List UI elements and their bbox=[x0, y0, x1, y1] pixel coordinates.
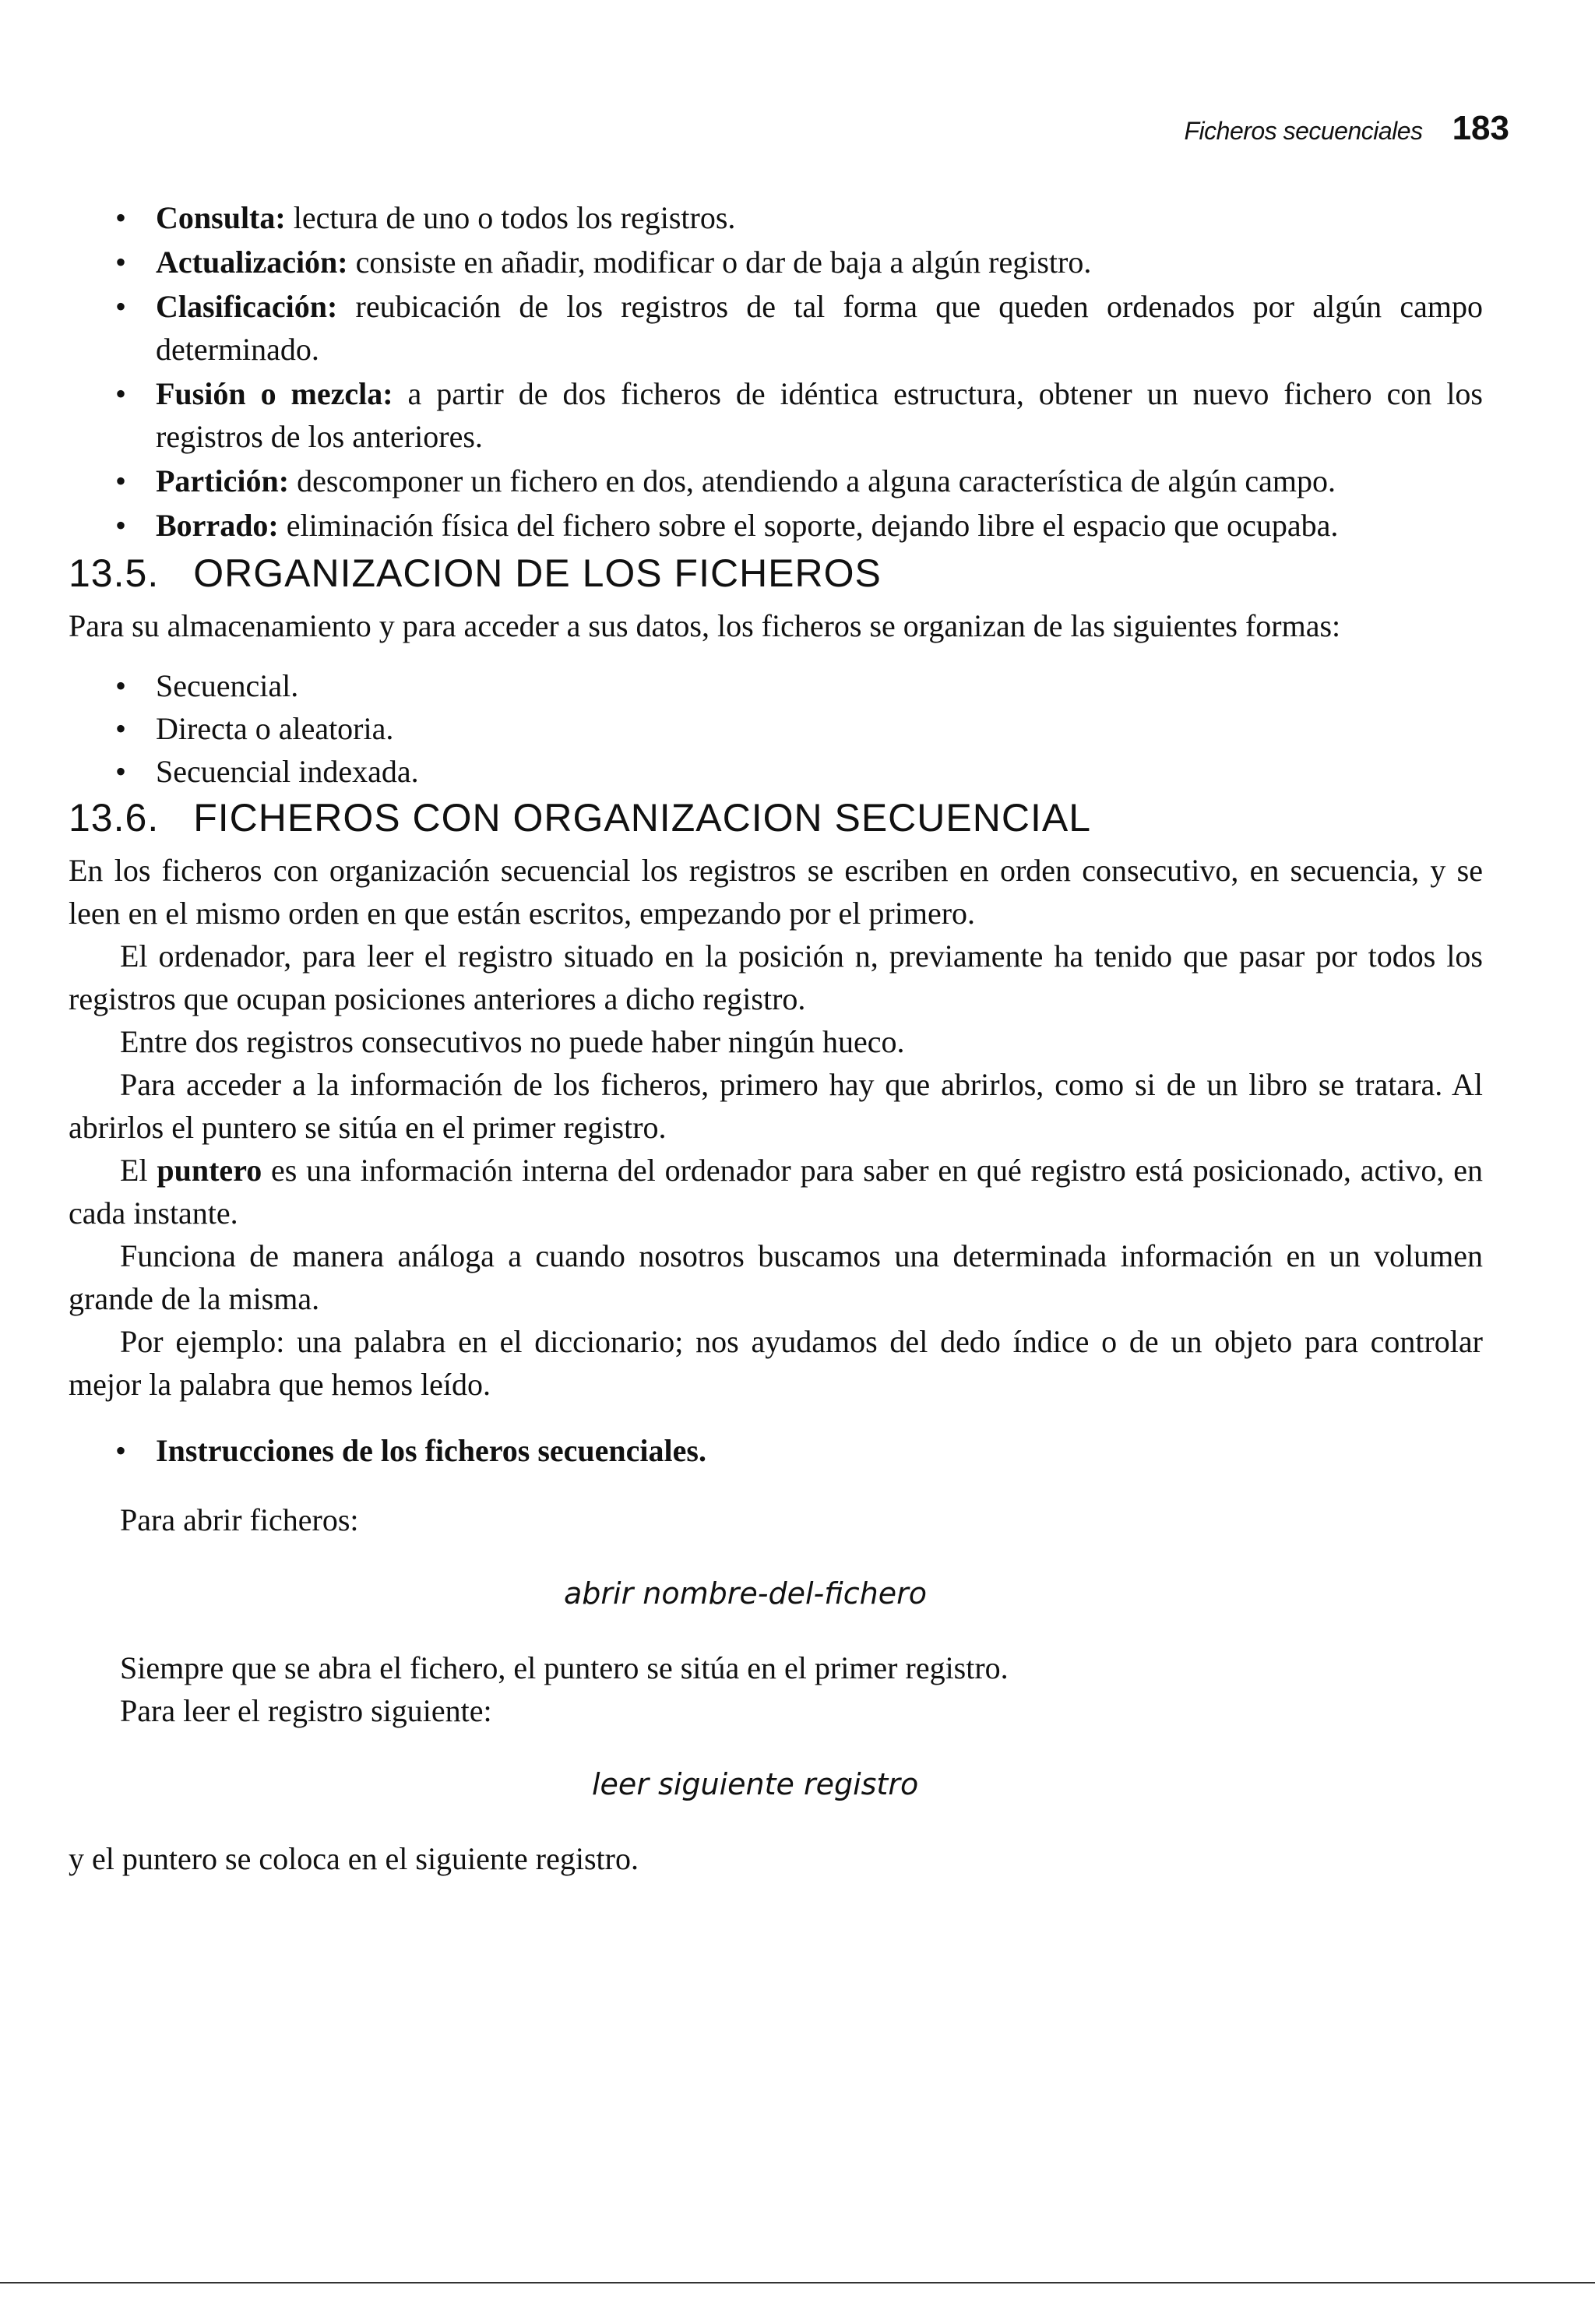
term: Consulta: bbox=[156, 200, 286, 235]
section-title: FICHEROS CON ORGANIZACION SECUENCIAL bbox=[193, 796, 1092, 840]
definition: descomponer un fichero en dos, atendiendo a alguna característica de algún campo. bbox=[289, 463, 1336, 498]
text-run: El bbox=[120, 1153, 157, 1188]
section-number: 13.6. bbox=[69, 796, 160, 840]
open-note: Siempre que se abra el fichero, el puntero se sitúa en el primer registro. bbox=[120, 1650, 1009, 1685]
list-item bbox=[115, 372, 1483, 458]
page-body bbox=[69, 196, 1483, 1880]
open-syntax: abrir nombre-del-fichero bbox=[564, 1576, 928, 1611]
term: Clasificación: bbox=[156, 289, 338, 324]
read-note: y el puntero se coloca en el siguiente registro. bbox=[69, 1841, 639, 1876]
paragraph: Por ejemplo: una palabra en el diccionario; nos ayudamos del dedo índice o de un objeto para controlar mejor la palabra que hemos leído. bbox=[69, 1324, 1483, 1402]
term: Borrado: bbox=[156, 508, 279, 543]
list-item bbox=[115, 285, 1483, 371]
definition: consiste en añadir, modificar o dar de baja a algún registro. bbox=[347, 245, 1092, 280]
list-item bbox=[115, 460, 1483, 502]
definition: eliminación física del fichero sobre el soporte, dejando libre el espacio que ocupaba. bbox=[278, 508, 1339, 543]
page-number: 183 bbox=[1452, 109, 1509, 147]
term: Actualización: bbox=[156, 245, 348, 280]
definition: lectura de uno o todos los registros. bbox=[285, 200, 736, 235]
paragraph-puntero bbox=[69, 1149, 1483, 1234]
definition: a partir de dos ficheros de idéntica estructura, obtener un nuevo fichero con los registros de los anteriores. bbox=[156, 376, 1483, 454]
term: Partición: bbox=[156, 463, 290, 498]
read-syntax: leer siguiente registro bbox=[592, 1767, 919, 1801]
section-intro: Para su almacenamiento y para acceder a sus datos, los ficheros se organizan de las siguientes formas: bbox=[69, 608, 1341, 643]
term: Fusión o mezcla: bbox=[156, 376, 393, 411]
section-title: ORGANIZACION DE LOS FICHEROS bbox=[193, 551, 882, 595]
section-heading-13-5 bbox=[69, 548, 1483, 598]
section-heading-13-6 bbox=[69, 793, 1483, 843]
file-operations-list bbox=[115, 196, 1483, 547]
paragraph: El ordenador, para leer el registro situado en la posición n, previamente ha tenido que pasar por todos los registros que ocupan posiciones anteriores a dicho registro. bbox=[69, 938, 1483, 1016]
open-label: Para abrir ficheros: bbox=[120, 1502, 359, 1537]
list-item: • Secuencial. bbox=[115, 664, 1483, 707]
paragraph: Funciona de manera análoga a cuando nosotros buscamos una determinada información en un volumen grande de la misma. bbox=[69, 1238, 1483, 1316]
section-number: 13.5. bbox=[69, 551, 160, 595]
paragraph: Para acceder a la información de los ficheros, primero hay que abrirlos, como si de un libro se tratara. Al abrirlos el puntero se sitúa en el primer registro. bbox=[69, 1067, 1483, 1145]
running-head bbox=[1184, 109, 1509, 148]
list-item: • Secuencial indexada. bbox=[115, 750, 1483, 793]
instructions-heading: • Instrucciones de los ficheros secuenciales. bbox=[115, 1429, 1483, 1472]
list-item bbox=[115, 196, 1483, 239]
bottom-divider bbox=[0, 2282, 1595, 2284]
text-run: es una información interna del ordenador para saber en qué registro está posicionado, activo, en cada instante. bbox=[69, 1153, 1484, 1231]
organization-forms-list bbox=[115, 664, 1483, 793]
definition: reubicación de los registros de tal forma que queden ordenados por algún campo determinado. bbox=[156, 289, 1483, 367]
paragraph: En los ficheros con organización secuencial los registros se escriben en orden consecutivo, en secuencia, y se leen en el mismo orden en que están escritos, empezando por el primero. bbox=[69, 853, 1483, 931]
paragraph: Entre dos registros consecutivos no puede haber ningún hueco. bbox=[120, 1024, 905, 1059]
running-title: Ficheros secuenciales bbox=[1184, 117, 1423, 145]
read-label: Para leer el registro siguiente: bbox=[120, 1693, 492, 1728]
list-item bbox=[115, 241, 1483, 283]
list-item bbox=[115, 504, 1483, 547]
term: puntero bbox=[157, 1153, 262, 1188]
list-item: • Directa o aleatoria. bbox=[115, 707, 1483, 750]
